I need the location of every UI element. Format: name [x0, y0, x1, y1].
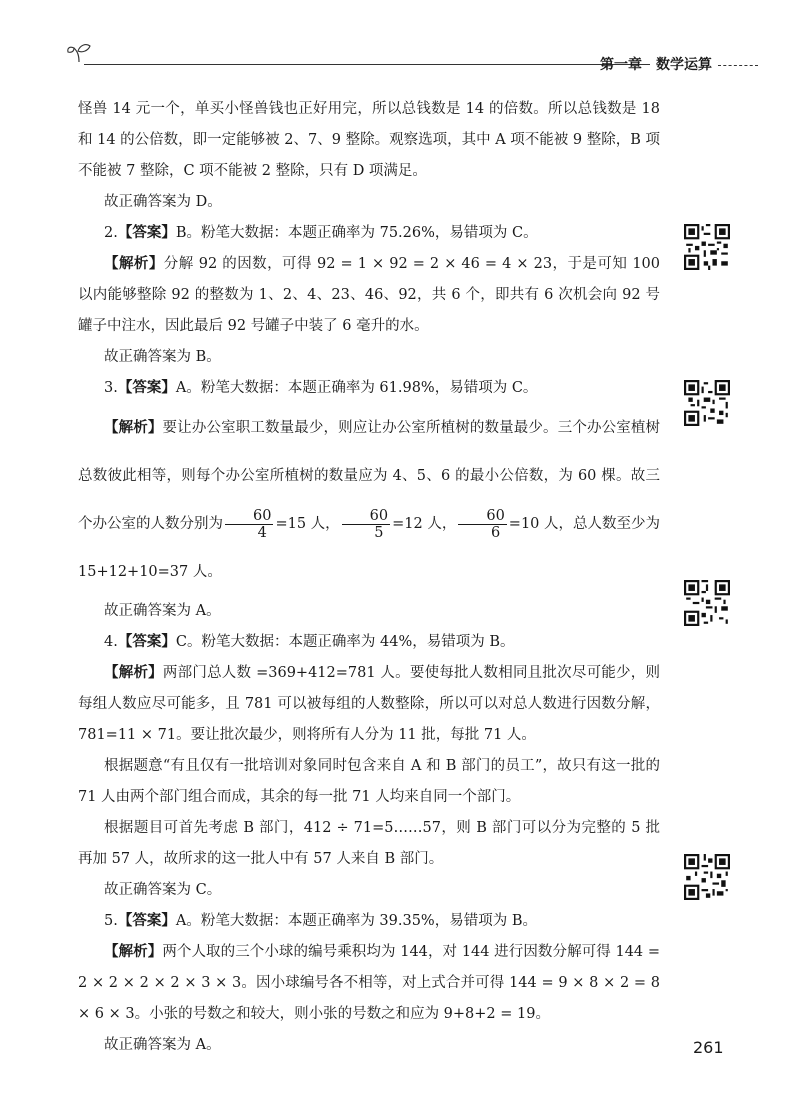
sprout-icon	[66, 40, 92, 64]
chapter-title: 数学运算	[656, 57, 712, 73]
conclusion: 故正确答案为 D。	[104, 194, 222, 210]
fraction: $\frac{60}{6}$	[458, 508, 506, 541]
header-rule	[84, 64, 650, 65]
qr-code-icon[interactable]	[684, 580, 730, 626]
answer-tag: 【答案】	[117, 380, 176, 396]
paragraph: 根据题目可首先考虑 B 部门，412 ÷ 71=5……57，则 B 部门可以分为完整的 5 批再加 57 人，故所求的这一批人中有 57 人来自 B 部门。	[78, 820, 660, 867]
analysis-tag: 【解析】	[104, 665, 163, 681]
analysis-tag: 【解析】	[104, 256, 164, 272]
q5-answer: 5.【答案】A。粉笔大数据：本题正确率为 39.35%，易错项为 B。	[104, 913, 537, 929]
answer-tag: 【答案】	[117, 913, 176, 929]
qr-code-icon[interactable]	[684, 380, 730, 426]
conclusion: 故正确答案为 A。	[104, 603, 221, 619]
conclusion: 故正确答案为 A。	[104, 1037, 221, 1053]
q4-analysis: 【解析】两部门总人数 =369+412=781 人。要使每批人数相同且批次尽可能少，则每组人数应尽可能多，且 781 可以被每组的人数整除，所以可以对总人数进行因数分解，781=11 × 71。要让批次最少，则将所有人分为 11 批，每批 71 人。	[78, 665, 660, 743]
q3-analysis: 【解析】要让办公室职工数量最少，则应让办公室所植树的数量最少。三个办公室植树总数彼此相等，则每个办公室所植树的数量应为 4、5、6 的最小公倍数，为 60 棵。故三个办公室的人数分别为 $\frac{60}{4}$ =15 人， $\frac{60}{5}$ =12 人， $\frac{60}{6}$ =10 人，总人数至少为15+12+10=37 人。	[78, 420, 661, 580]
page-number: 261	[693, 1038, 724, 1057]
chapter-heading	[600, 54, 758, 74]
paragraph: 怪兽 14 元一个，单买小怪兽钱也正好用完，所以总钱数是 14 的倍数。所以总钱数是 18 和 14 的公倍数，即一定能够被 2、7、9 整除。观察选项，其中 A 项不能被 9 整除，B 项不能被 7 整除，C 项不能被 2 整除，只有 D 项满足。	[78, 101, 660, 179]
page-header	[66, 36, 778, 76]
q4-answer: 4.【答案】C。粉笔大数据：本题正确率为 44%，易错项为 B。	[104, 634, 515, 650]
fraction: $\frac{60}{4}$	[225, 508, 273, 541]
q3-answer: 3.【答案】A。粉笔大数据：本题正确率为 61.98%，易错项为 C。	[104, 380, 538, 396]
paragraph: 根据题意“有且仅有一批培训对象同时包含来自 A 和 B 部门的员工”，故只有这一批的 71 人由两个部门组合而成，其余的每一批 71 人均来自同一个部门。	[78, 758, 660, 805]
answer-tag: 【答案】	[117, 225, 176, 241]
conclusion: 故正确答案为 C。	[104, 882, 222, 898]
page-body	[78, 94, 660, 1061]
header-dash	[718, 65, 758, 66]
fraction: $\frac{60}{5}$	[342, 508, 390, 541]
conclusion: 故正确答案为 B。	[104, 349, 221, 365]
qr-code-icon[interactable]	[684, 224, 730, 270]
q2-analysis: 【解析】分解 92 的因数，可得 92 = 1 × 92 = 2 × 46 = 4 × 23，于是可知 100 以内能够整除 92 的整数为 1、2、4、23、46、92，共 6 个，即共有 6 次机会向 92 号罐子中注水，因此最后 92 号罐子中装了 6 毫升的水。	[78, 256, 660, 334]
analysis-tag: 【解析】	[104, 420, 163, 436]
chapter-label: 第一章	[600, 57, 642, 73]
q5-analysis: 【解析】两个人取的三个小球的编号乘积均为 144，对 144 进行因数分解可得 144 = 2 × 2 × 2 × 2 × 3 × 3。因小球编号各不相等，对上式合并可得 144 = 9 × 8 × 2 = 8 × 6 × 3。小张的号数之和较大，则小张的号数之和应为 9+8+2 = 19。	[78, 944, 660, 1022]
q2-answer: 2.【答案】B。粉笔大数据：本题正确率为 75.26%，易错项为 C。	[104, 225, 538, 241]
analysis-tag: 【解析】	[104, 944, 163, 960]
answer-tag: 【答案】	[117, 634, 176, 650]
qr-code-icon[interactable]	[684, 854, 730, 900]
